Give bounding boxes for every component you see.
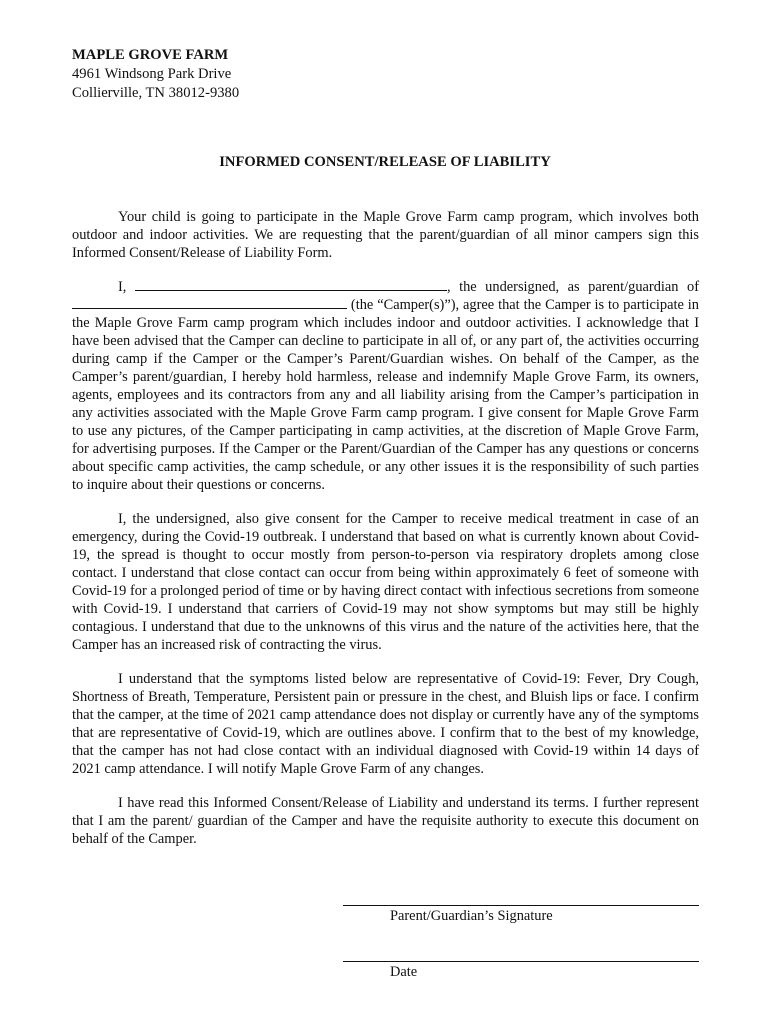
- symptoms-paragraph: I understand that the symptoms listed below are representative of Covid-19: Fever, Dry Cough, Shortness of Breath, Temperature, Persistent pain or pressure in the chest, and Bluish lips or face. I confirm that the camper, at the time of 2021 camp attendance does not display or currently have any of the symptoms that are representative of Covid-19, which are outlines above. I confirm that to the best of my knowledge, that the camper has not had close contact with an individual diagnosed with Covid-19 within 14 days of 2021 camp attendance. I will notify Maple Grove Farm of any changes.: [72, 671, 699, 777]
- date-label: Date: [390, 964, 418, 980]
- medical-paragraph: I, the undersigned, also give consent for the Camper to receive medical treatment in case of an emergency, during the Covid-19 outbreak. I understand that based on what is currently known about Covid-19, the spread is thought to occur mostly from person-to-person via respiratory droplets among close contact. I understand that close contact can occur from being within approximately 6 feet of someone with Covid-19 for a prolonged period of time or by having direct contact with infectious secretions from someone with Covid-19. I understand that carriers of Covid-19 may not show symptoms but may still be highly contagious. I understand that due to the unknowns of this virus and the nature of the activities here, that the Camper has an increased risk of contracting the virus.: [72, 511, 699, 653]
- consent-text-1: , the undersigned, as parent/guardian of: [446, 279, 699, 295]
- acknowledgement-paragraph: I have read this Informed Consent/Release of Liability and understand its terms. I further represent that I am the parent/ guardian of the Camper and have the requisite authority to execute this document on behalf of the Camper.: [72, 795, 699, 847]
- consent-paragraph: [72, 278, 699, 494]
- parent-signature-label: Parent/Guardian’s Signature: [390, 908, 553, 924]
- letterhead: [72, 46, 239, 103]
- consent-text-2: (the “Camper(s)”), agree that the Camper is to participate in the Maple Grove Farm camp program which includes indoor and outdoor activities. I acknowledge that I have been advised that the Camper can decline to participate in all of, or any part of, the activities occurring during camp if the Camper or the Camper’s Parent/Guardian wishes. On behalf of the Camper, as the Camper’s parent/guardian, I hereby hold harmless, release and indemnify Maple Grove Farm, its owners, agents, employees and its contractors from any and all liability arising from the Camper’s participation in any activities associated with the Maple Grove Farm camp program. I give consent for Maple Grove Farm to use any pictures, of the Camper participating in camp activities, at the discretion of Maple Grove Farm, for advertising purposes. If the Camper or the Parent/Guardian of the Camper has any questions or concerns about specific camp activities, the camp schedule, or any other issues it is the responsibility of such parties to inquire about their questions or concerns.: [72, 297, 699, 493]
- document-title: INFORMED CONSENT/RELEASE OF LIABILITY: [219, 154, 551, 170]
- date-line[interactable]: [343, 961, 699, 962]
- address-line-2: Collierville, TN 38012-9380: [72, 85, 240, 101]
- intro-paragraph: Your child is going to participate in the Maple Grove Farm camp program, which involves both outdoor and indoor activities. We are requesting that the parent/guardian of all minor campers sign this Informed Consent/Release of Liability Form.: [72, 209, 699, 261]
- camper-name-blank[interactable]: [72, 296, 347, 309]
- parent-signature-line[interactable]: [343, 905, 699, 906]
- address-line-1: 4961 Windsong Park Drive: [72, 66, 232, 82]
- parent-name-blank[interactable]: [135, 278, 447, 291]
- date-signature-block: [343, 961, 699, 981]
- org-name: MAPLE GROVE FARM: [72, 47, 229, 63]
- consent-prefix: I,: [118, 279, 127, 295]
- parent-signature-block: [343, 905, 699, 925]
- document-body: [72, 208, 699, 864]
